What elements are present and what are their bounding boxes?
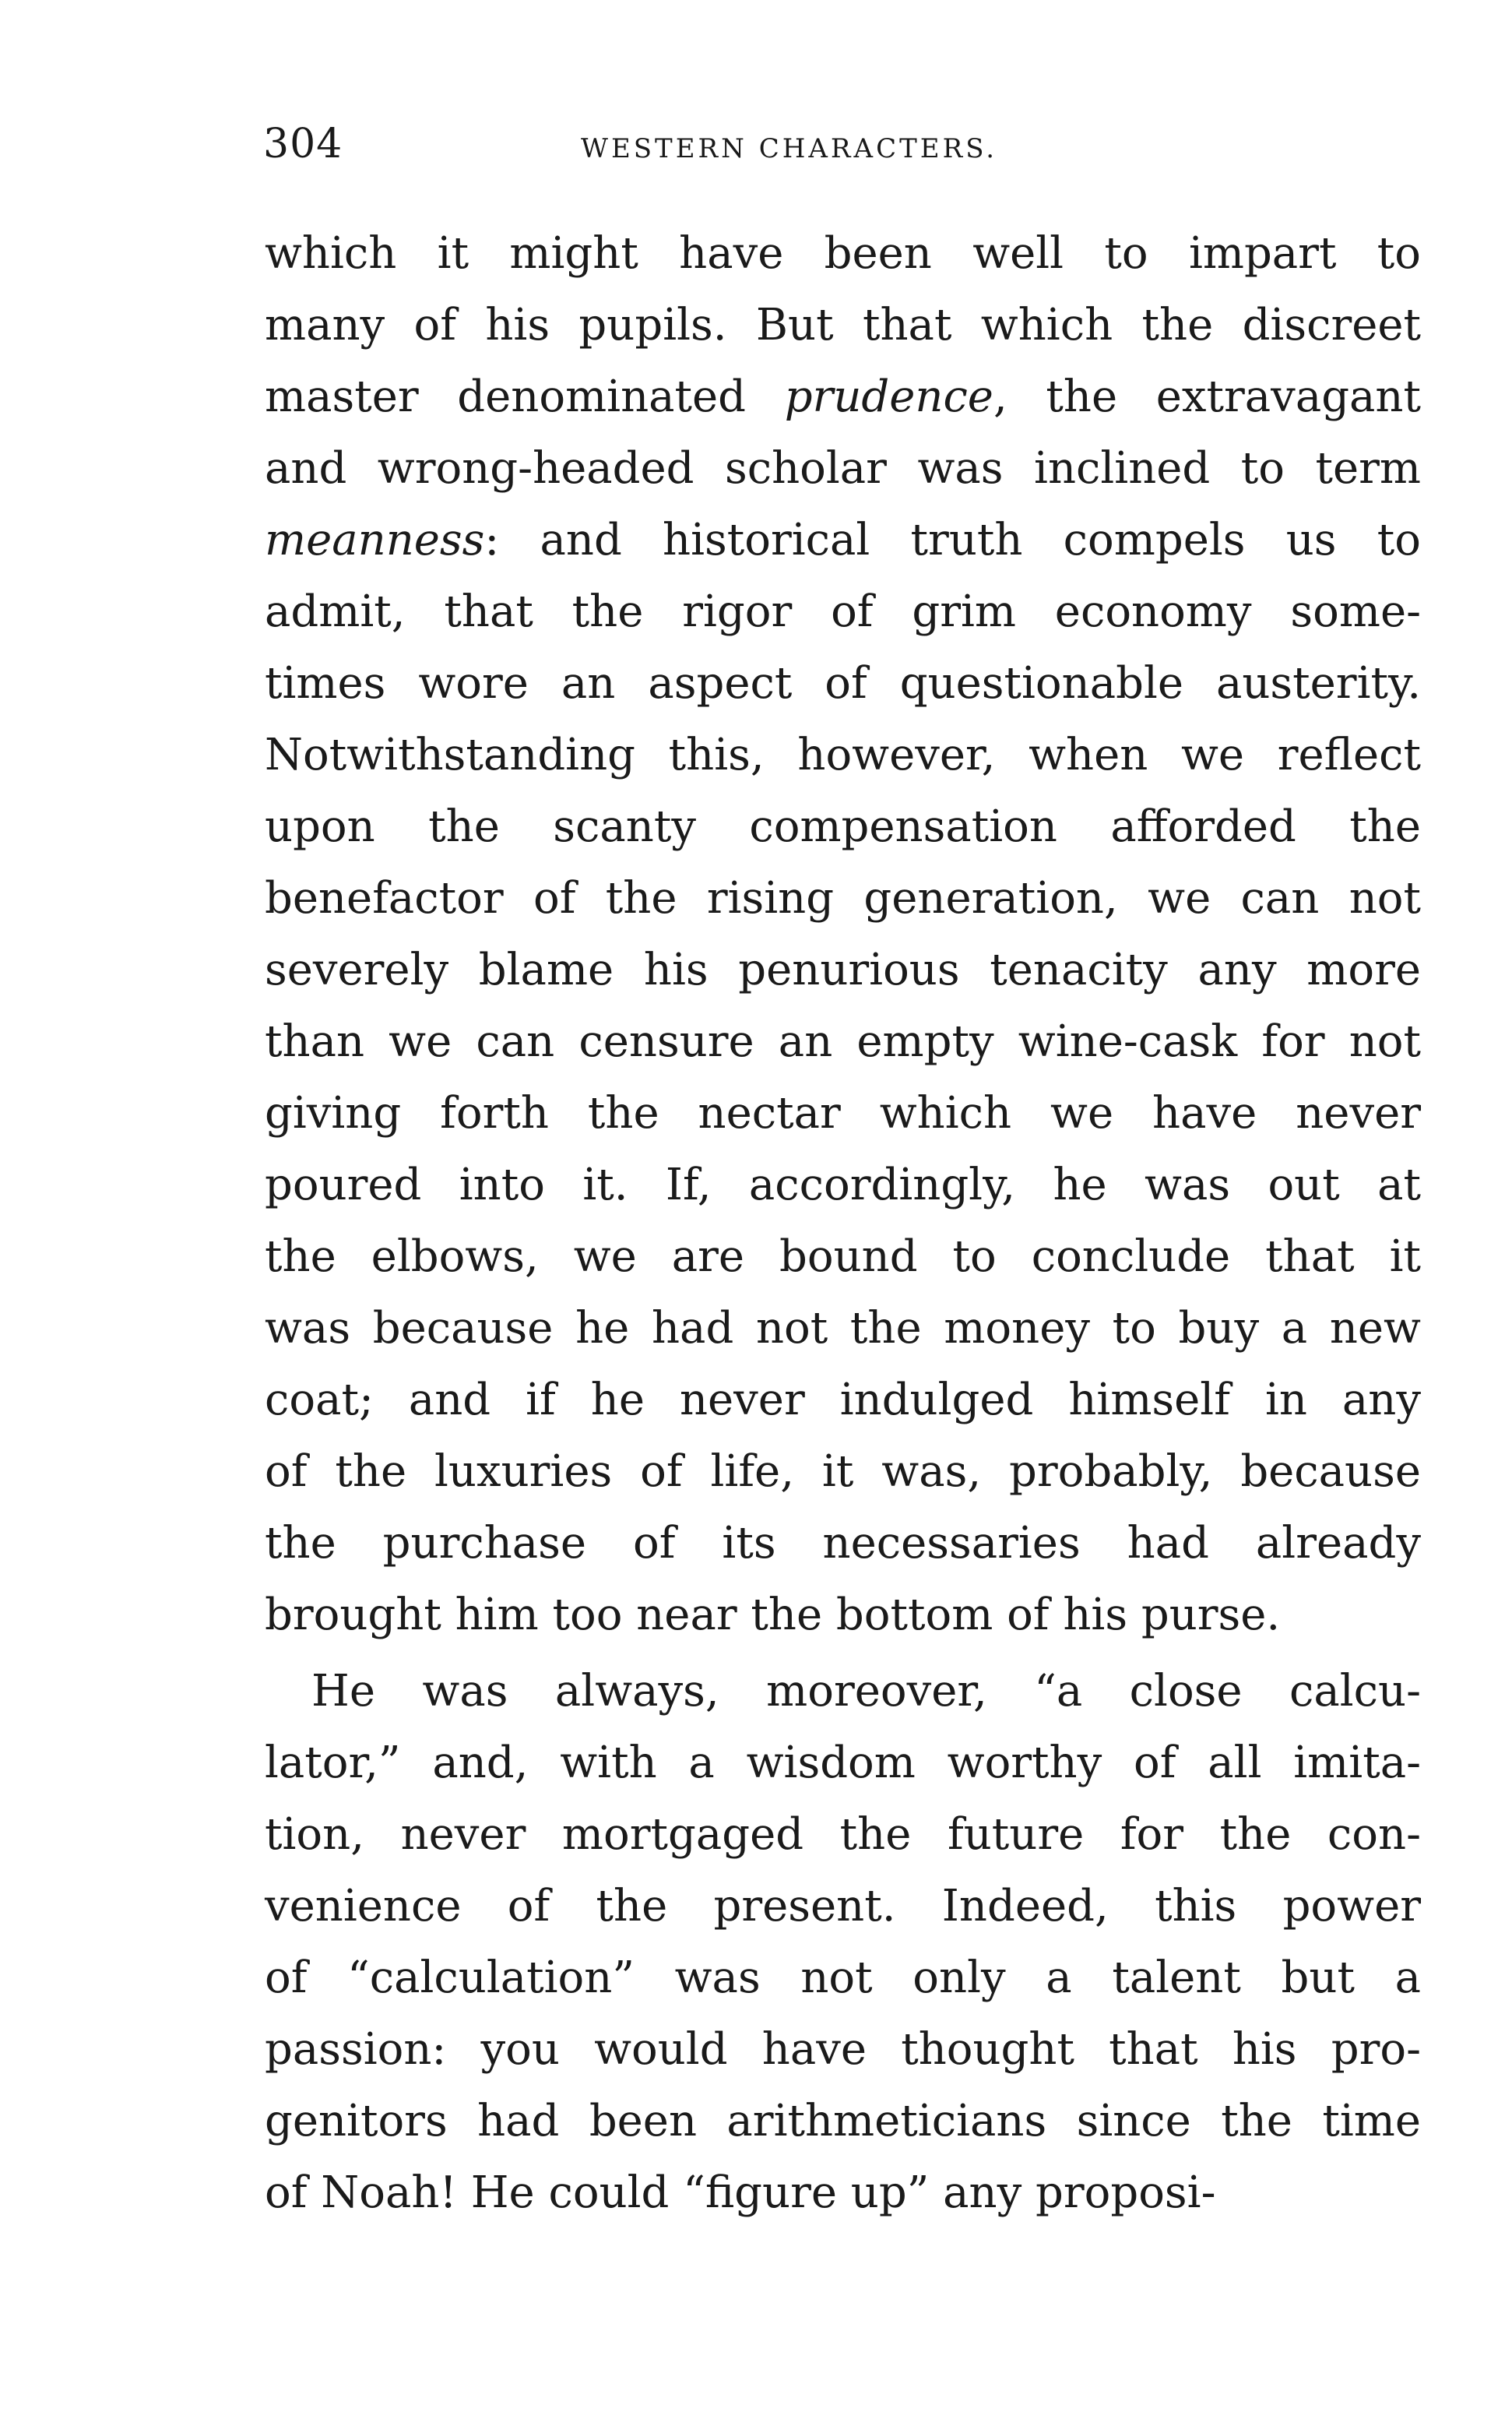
text-line bbox=[265, 935, 1421, 1006]
text-line bbox=[265, 1006, 1421, 1078]
text-segment: of the luxuries of life, it was, probably, because bbox=[265, 1446, 1421, 1497]
text-segment: passion: you would have thought that his pro- bbox=[265, 2024, 1421, 2075]
text-line bbox=[265, 2157, 1421, 2229]
text-line bbox=[265, 1656, 1421, 1727]
text-line bbox=[265, 1436, 1421, 1508]
text-segment: admit, that the rigor of grim economy some- bbox=[265, 586, 1421, 637]
text-segment: of Noah! He could “figure up” any proposi- bbox=[265, 2167, 1216, 2218]
text-segment: , the extravagant bbox=[993, 371, 1422, 422]
text-segment: benefactor of the rising generation, we can not bbox=[265, 873, 1421, 924]
text-line bbox=[265, 505, 1421, 576]
text-segment: many of his pupils. But that which the discreet bbox=[265, 300, 1421, 350]
text-line bbox=[265, 1727, 1421, 1799]
text-line bbox=[265, 1871, 1421, 1942]
text-segment: the elbows, we are bound to conclude that it bbox=[265, 1231, 1421, 1282]
page-header bbox=[263, 117, 1268, 171]
text-line bbox=[265, 361, 1421, 433]
text-line bbox=[265, 1293, 1421, 1364]
text-segment: which it might have been well to impart to bbox=[265, 228, 1421, 279]
text-line bbox=[265, 1150, 1421, 1221]
text-line bbox=[265, 791, 1421, 863]
body-text bbox=[265, 218, 1421, 2229]
text-line bbox=[265, 720, 1421, 791]
text-segment: He was always, moreover, “a close calcu- bbox=[311, 1666, 1421, 1717]
text-line bbox=[265, 1078, 1421, 1150]
text-segment: brought him too near the bottom of his purse. bbox=[265, 1590, 1281, 1640]
text-line bbox=[265, 2014, 1421, 2086]
text-segment: of “calculation” was not only a talent but a bbox=[265, 1952, 1421, 2003]
text-line bbox=[265, 218, 1421, 290]
paragraph bbox=[265, 218, 1421, 1651]
text-segment: was because he had not the money to buy a new bbox=[265, 1303, 1421, 1354]
text-line bbox=[265, 1508, 1421, 1579]
paragraph bbox=[265, 1656, 1421, 2229]
text-segment: giving forth the nectar which we have never bbox=[265, 1088, 1421, 1139]
page-number: 304 bbox=[263, 121, 343, 167]
text-segment: genitors had been arithmeticians since the time bbox=[265, 2096, 1421, 2146]
text-line bbox=[265, 863, 1421, 935]
text-segment: Notwithstanding this, however, when we reflect bbox=[265, 730, 1421, 780]
text-line bbox=[265, 1799, 1421, 1871]
italic-text: prudence bbox=[784, 371, 993, 422]
text-line bbox=[265, 433, 1421, 505]
text-segment: : and historical truth compels us to bbox=[484, 515, 1421, 565]
italic-text: meanness bbox=[265, 515, 485, 565]
text-segment: venience of the present. Indeed, this power bbox=[265, 1881, 1421, 1931]
text-line bbox=[265, 648, 1421, 720]
text-line bbox=[265, 1579, 1421, 1651]
text-line bbox=[265, 2086, 1421, 2157]
text-segment: poured into it. If, accordingly, he was out at bbox=[265, 1160, 1421, 1210]
text-segment: lator,” and, with a wisdom worthy of all imita- bbox=[265, 1738, 1421, 1788]
text-segment: coat; and if he never indulged himself in any bbox=[265, 1375, 1421, 1425]
text-segment: the purchase of its necessaries had already bbox=[265, 1518, 1421, 1569]
text-segment: severely blame his penurious tenacity any more bbox=[265, 945, 1421, 995]
text-segment: than we can censure an empty wine-cask for not bbox=[265, 1016, 1421, 1067]
text-segment: master denominated bbox=[265, 371, 785, 422]
text-line bbox=[265, 1942, 1421, 2014]
text-line bbox=[265, 1221, 1421, 1293]
text-line bbox=[265, 1364, 1421, 1436]
text-segment: times wore an aspect of questionable austerity. bbox=[265, 658, 1421, 709]
running-head: WESTERN CHARACTERS. bbox=[581, 133, 998, 164]
text-segment: tion, never mortgaged the future for the con- bbox=[265, 1809, 1421, 1860]
text-segment: and wrong-headed scholar was inclined to term bbox=[265, 443, 1421, 494]
text-segment: upon the scanty compensation afforded the bbox=[265, 801, 1421, 852]
text-line bbox=[265, 290, 1421, 361]
text-line bbox=[265, 576, 1421, 648]
